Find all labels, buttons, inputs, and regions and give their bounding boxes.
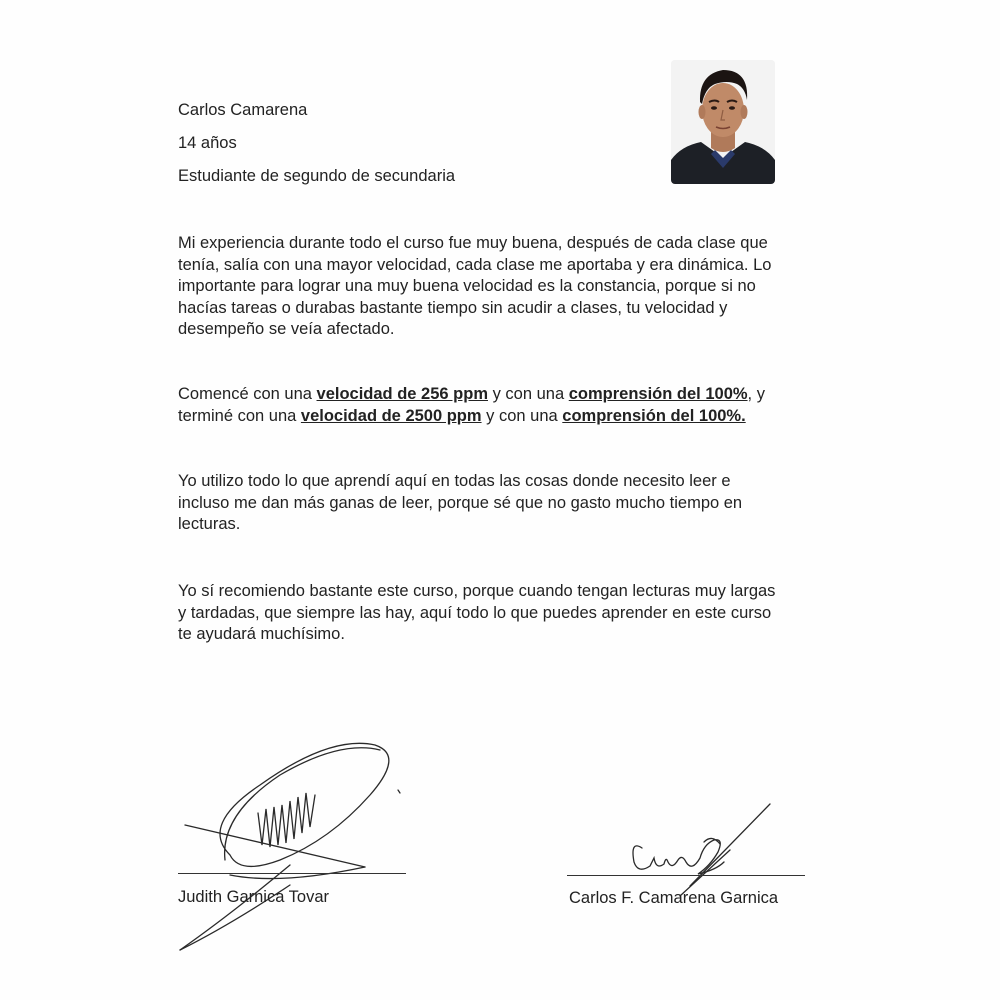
student-photo: [671, 60, 775, 184]
paragraph-results: [178, 384, 808, 427]
text-fragment: terminé con una: [178, 406, 301, 425]
text-fragment: y con una: [481, 406, 563, 425]
text-fragment: , y: [747, 385, 765, 403]
text-line: lecturas.: [178, 515, 241, 533]
text-line: [178, 406, 808, 428]
student-name: Carlos Camarena: [178, 101, 308, 119]
text-line: desempeño se veía afectado.: [178, 320, 395, 338]
text-line: Yo sí recomiendo bastante este curso, porque cuando tengan lecturas muy largas: [178, 582, 776, 600]
start-speed: velocidad de 256 ppm: [316, 385, 488, 403]
paragraph-recommendation: [178, 581, 808, 646]
text-line: Yo utilizo todo lo que aprendí aquí en todas las cosas donde necesito leer e: [178, 472, 731, 490]
signature-left: [170, 735, 420, 960]
end-comprehension: comprensión del 100%.: [562, 406, 746, 425]
signature-right: [620, 800, 800, 900]
signer-name-right: Carlos F. Camarena Garnica: [569, 889, 779, 907]
text-line: te ayudará muchísimo.: [178, 625, 345, 643]
signer-name-left: Judith Garnica Tovar: [178, 888, 330, 906]
text-line: [178, 384, 808, 406]
student-age: 14 años: [178, 134, 237, 152]
paragraph-experience: [178, 233, 808, 341]
start-comprehension: comprensión del 100%: [568, 385, 748, 403]
text-line: hacías tareas o durabas bastante tiempo sin acudir a clases, tu velocidad y: [178, 298, 728, 317]
text-line: importante para lograr una muy buena velocidad es la constancia, porque si no: [178, 277, 756, 295]
text-fragment: y con una: [488, 385, 569, 403]
end-speed: velocidad de 2500 ppm: [300, 406, 482, 425]
signature-line-right: [567, 875, 805, 876]
text-line: y tardadas, que siempre las hay, aquí todo lo que puedes aprender en este curso: [178, 603, 772, 622]
signature-line-left: [178, 873, 406, 874]
student-grade: Estudiante de segundo de secundaria: [178, 167, 456, 185]
text-line: incluso me dan más ganas de leer, porque sé que no gasto mucho tiempo en: [178, 493, 743, 512]
text-line: tenía, salía con una mayor velocidad, cada clase me aportaba y era dinámica. Lo: [178, 255, 772, 274]
text-fragment: Comencé con una: [178, 385, 317, 403]
text-line: Mi experiencia durante todo el curso fue muy buena, después de cada clase que: [178, 234, 768, 252]
paragraph-usage: [178, 471, 808, 536]
